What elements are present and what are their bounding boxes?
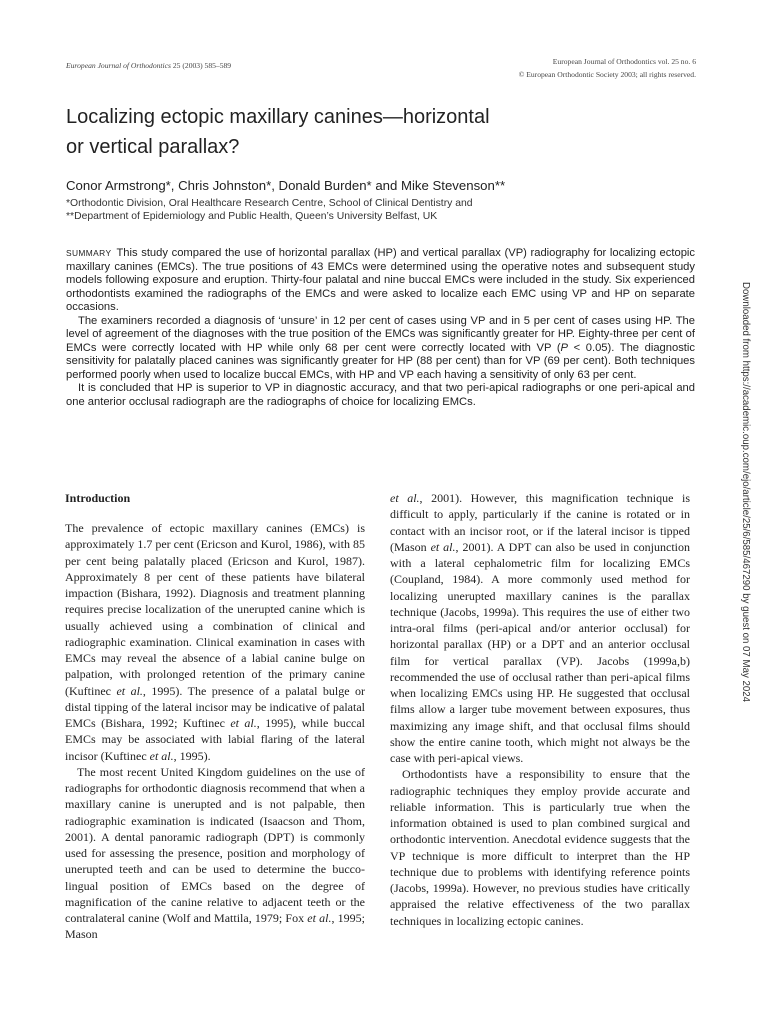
body-column-left <box>65 490 365 943</box>
summary-text-2a: The examiners recorded a diagnosis of ‘unsure’ in 12 per cent of cases using VP and in 5 per cent of cases using HP. The level of agreement of the diagnoses with the true position of the EMCs was significantly greater for HP. Eighty-three per cent of EMCs were correctly located with HP while only 68 per cent were correctly located with VP ( <box>66 314 695 354</box>
article-title <box>66 102 586 162</box>
abstract-summary <box>66 247 695 409</box>
summary-paragraph-1 <box>66 247 695 315</box>
et-al-italic: et al. <box>430 539 456 554</box>
text-run: , 2001). A DPT can also be used in conjunction with a lateral cephalometric film for localizing EMCs (Coupland, 1984). A more commonly used method for localizing unerupted maxillary canines is the parallax technique (Jacobs, 1999a). This requires the use of either two intra-oral films (peri-apical and/or anterior occlusal) for horizontal parallax (HP) or a DPT and an anterior occlusal film for vertical parallax (VP). Jacobs (1999a,b) recommended the use of occlusal rather than peri-apical films when localizing EMCs using HP. He suggested that occlusal films allow a larger tube movement between exposures, thus maximizing any image shift, and that occlusal films should show the entire canine tooth, which might not always be the case with peri-apical views. <box>390 539 690 765</box>
body-paragraph-1 <box>65 520 365 764</box>
summary-p-value-symbol: P <box>560 341 569 354</box>
summary-text-2b: < 0.05). The diagnostic sensitivity for palatally placed canines was significantly greater for HP (88 per cent) than for VP (69 per cent). Both techniques performed poorly when used to localize buccal EMCs, with HP and VP each having a sensitivity of only 63 per cent. <box>66 341 695 381</box>
summary-label: SUMMARY <box>66 248 112 258</box>
title-line-1: Localizing ectopic maxillary canines—horizontal <box>66 106 490 128</box>
author-list: Conor Armstrong*, Chris Johnston*, Donald Burden* and Mike Stevenson** <box>66 178 506 193</box>
download-notice <box>739 282 751 742</box>
text-run: , 1995). <box>173 748 211 763</box>
et-al-italic: et al. <box>149 748 174 763</box>
et-al-italic: et al. <box>307 911 332 925</box>
text-run: , 1995). The presence of a palatal bulge or distal tipping of the lateral incisor may be indicative of palatal EMCs (Bishara, 1992; Kuftinec <box>65 683 365 730</box>
body-paragraph-3: Orthodontists have a responsibility to ensure that the radiographic techniques they employ provide accurate and reliable information. This is particularly true when the information obtained is used to plan combined surgical and orthodontic intervention. Anecdotal evidence suggests that the VP technique is more difficult to interpret than the HP technique due to problems with identifying reference points (Jacobs, 1999a). However, no previous studies have critically appraised the relative effectiveness of the two parallax techniques in localizing ectopic canines. <box>390 767 690 928</box>
summary-paragraph-3: It is concluded that HP is superior to VP in diagnostic accuracy, and that two peri-apical radiographs or one peri-apical and one anterior occlusal radiograph are the radiographs of choice for localizing EMCs. <box>66 382 695 408</box>
journal-name: European Journal of Orthodontics <box>66 61 171 70</box>
text-run: , 1995; Mason <box>65 911 365 942</box>
copyright-notice: © European Orthodontic Society 2003; all rights reserved. <box>518 70 696 79</box>
text-run: The most recent United Kingdom guidelines on the use of radiographs for orthodontic diagnosis recommend that when a maxillary canine is unerupted and is not palpable, then radiographic examination is indicated (Isaacson and Thom, 2001). A dental panoramic radiograph (DPT) is commonly used for assessing the presence, position and morphology of unerupted teeth and can be used to determine the bucco-lingual position of EMCs based on the degree of magnification of the canine relative to adjacent teeth or the contralateral canine (Wolf and Mattila, 1979; Fox <box>65 764 365 925</box>
summary-paragraph-2 <box>66 315 695 383</box>
text-run: , 1995), while buccal EMCs may be associated with labial flaring of the lateral incisor (Kuftinec <box>65 716 365 763</box>
text-run: The prevalence of ectopic maxillary canines (EMCs) is approximately 1.7 per cent (Ericson and Kurol, 1986), with 85 per cent being palatally placed (Ericson and Kurol, 1987). Approximately 8 per cent of these patients have bilateral impaction (Bishara, 1992). Diagnosis and treatment planning requires precise localization of the unerupted canine which is usually achieved using a combination of clinical and radiographic examination. Clinical examination in cases with EMCs may reveal the absence of a labial canine bulge on palpation, with prolonged retention of the primary canine (Kuftinec <box>65 521 365 698</box>
body-paragraph-2 <box>65 764 365 943</box>
body-paragraph-2-continued <box>390 490 690 766</box>
affiliations <box>66 197 473 223</box>
affiliation-1: *Orthodontic Division, Oral Healthcare Research Centre, School of Clinical Dentistry and <box>66 198 473 209</box>
body-column-right <box>390 490 690 929</box>
section-heading-introduction: Introduction <box>65 491 131 505</box>
et-al-italic: et al. <box>116 683 143 698</box>
text-run: , 2001). However, this magnification technique is difficult to apply, particularly if the canine is rotated or in contact with an incisor root, or if the lateral incisor is tipped (Mason <box>390 491 690 554</box>
journal-volume-issue: European Journal of Orthodontics vol. 25 no. 6 <box>552 57 696 66</box>
journal-citation-left <box>66 61 231 70</box>
affiliation-2: **Department of Epidemiology and Public Health, Queen’s University Belfast, UK <box>66 211 438 222</box>
et-al-italic: et al. <box>230 716 257 730</box>
journal-volume-pages: 25 (2003) 585–589 <box>170 61 232 70</box>
et-al-italic: et al. <box>390 491 420 505</box>
title-line-2: or vertical parallax? <box>66 136 240 158</box>
journal-citation-right <box>519 55 696 81</box>
download-notice-text: Downloaded from https://academic.oup.com/ejo/article/25/6/585/467290 by guest on 07 May 2024 <box>740 282 751 703</box>
summary-text-1: This study compared the use of horizontal parallax (HP) and vertical parallax (VP) radiography for localizing ectopic maxillary canines (EMCs). The true positions of 43 EMCs were determined using the operative notes and subsequent study models following exposure and eruption. Thirty-four palatal and nine buccal EMCs were included in the study. Six experienced orthodontists examined the radiographs of the EMCs and were asked to localize each EMC using VP and HP on separate occasions. <box>66 247 695 313</box>
